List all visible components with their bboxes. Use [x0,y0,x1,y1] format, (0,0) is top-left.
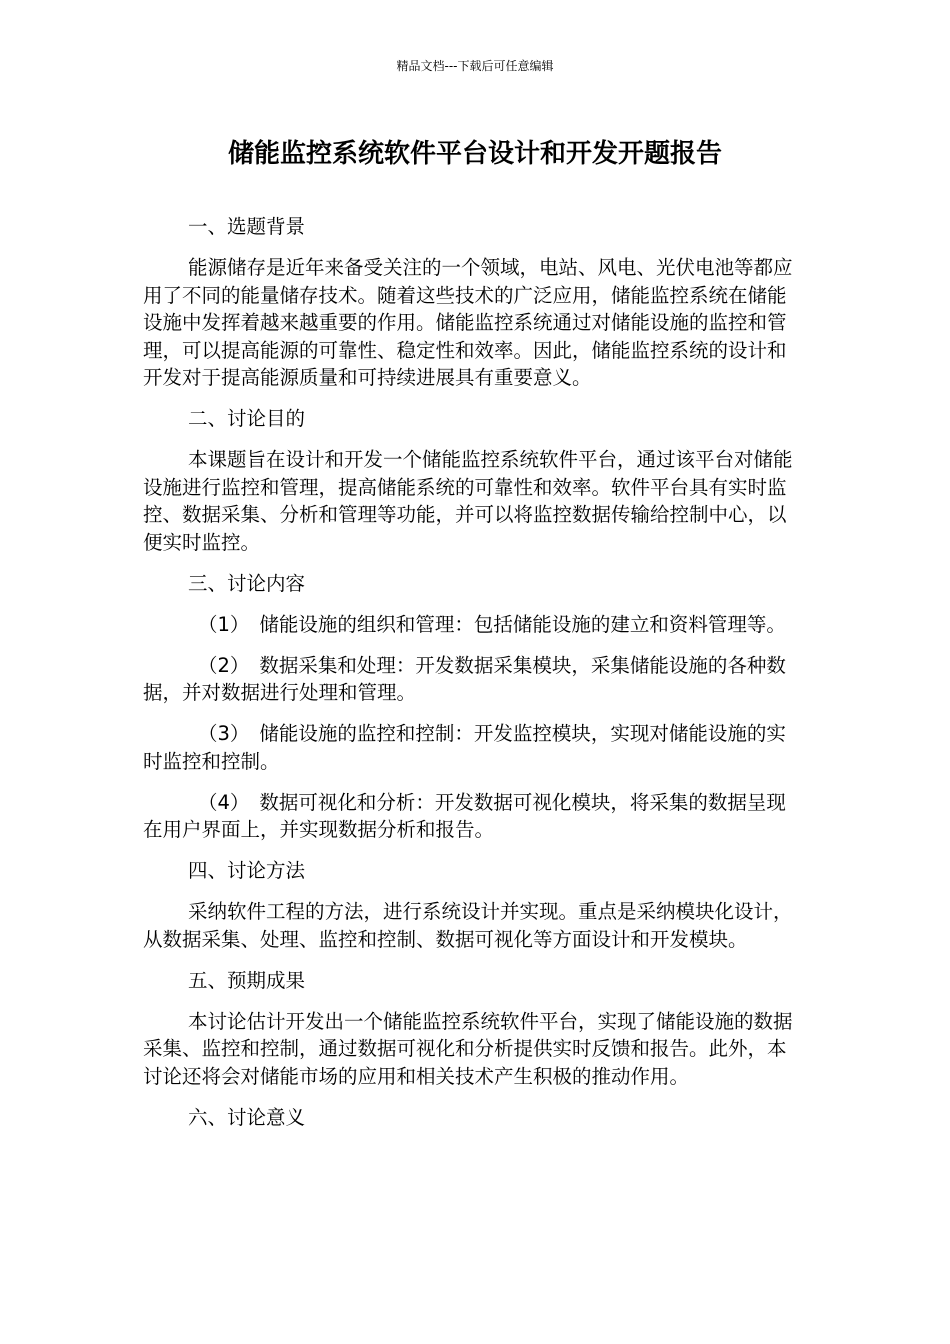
list-item-text: 数据可视化和分析：开发数据可视化模块，将采集的数据呈现在用户界面上，并实现数据分析和报告。 [143,790,786,841]
document-title: 储能监控系统软件平台设计和开发开题报告 [227,139,722,169]
document-body [143,213,803,1145]
list-item-number: （4） [198,790,250,814]
header-note: 精品文档---下载后可任意编辑 [396,59,554,73]
section-text-background: 能源储存是近年来备受关注的一个领域，电站、风电、光伏电池等都应用了不同的能量储存技术。随着这些技术的广泛应用，储能监控系统在储能设施中发挥着越来越重要的作用。储能监控系统通过对储能设施的监控和管理，可以提高能源的可靠性、稳定性和效率。因此，储能监控系统的设计和开发对于提高能源质量和可持续进展具有重要意义。 [143,256,793,389]
section-heading-content: 三、讨论内容 [188,571,306,595]
list-item-number: （2） [198,653,250,677]
section-heading-significance: 六、讨论意义 [188,1105,306,1129]
section-heading-method: 四、讨论方法 [188,859,306,882]
section-heading-background: 一、选题背景 [188,215,306,238]
list-item-number: （3） [198,722,250,745]
list-item-text: 储能设施的监控和控制：开发监控模块，实现对储能设施的实时监控和控制。 [143,722,786,773]
list-item-number: （1） [198,612,250,636]
content-list-item [143,652,803,707]
content-list-item [143,611,803,639]
content-list-item [143,720,803,775]
list-item-text: 储能设施的组织和管理：包括储能设施的建立和资料管理等。 [259,612,786,636]
section-text-method: 采纳软件工程的方法，进行系统设计并实现。重点是采纳模块化设计，从数据采集、处理、监控和控制、数据可视化等方面设计和开发模块。 [143,900,793,951]
section-text-results: 本讨论估计开发出一个储能监控系统软件平台，实现了储能设施的数据采集、监控和控制，通过数据可视化和分析提供实时反馈和报告。此外，本讨论还将会对储能市场的应用和相关技术产生积极的推动作用。 [143,1009,793,1088]
section-heading-results: 五、预期成果 [188,968,306,992]
list-item-text: 数据采集和处理：开发数据采集模块，采集储能设施的各种数据，并对数据进行处理和管理。 [143,653,786,704]
section-text-purpose: 本课题旨在设计和开发一个储能监控系统软件平台，通过该平台对储能设施进行监控和管理，提高储能系统的可靠性和效率。软件平台具有实时监控、数据采集、分析和管理等功能，并可以将监控数据传输给控制中心，以便实时监控。 [143,448,793,554]
section-heading-purpose: 二、讨论目的 [188,407,306,430]
content-list-item [143,789,803,844]
